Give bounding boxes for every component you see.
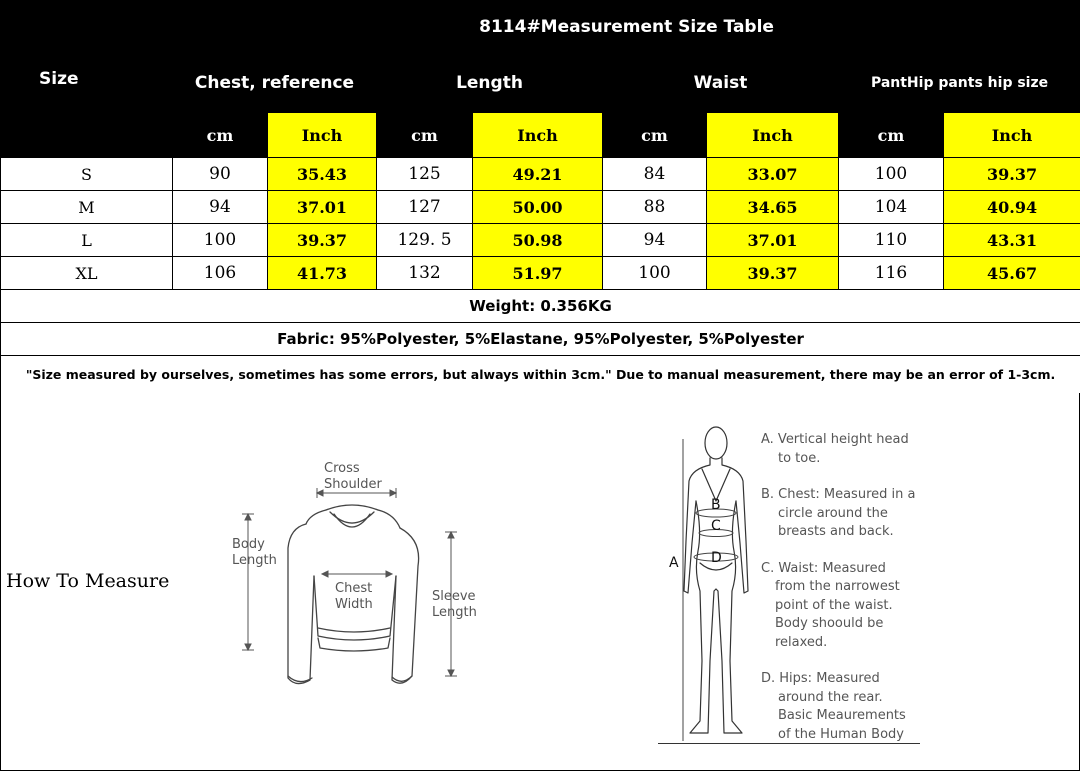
chest-inch-cell: 37.01 [268,191,377,224]
hip-cm-header: cm [839,113,944,158]
size-cell: L [1,224,173,257]
letter-d: D [711,550,722,566]
letter-a: A [669,555,679,571]
legend-item-a [761,431,1076,468]
size-header: Size [1,1,173,158]
waist-inch-cell: 34.65 [707,191,839,224]
body-length-arrow [242,514,254,650]
legend-c-line: Body shoould be [775,616,884,631]
length-cm-cell: 127 [377,191,473,224]
length-inch-header: Inch [473,113,603,158]
chest-cm-cell: 90 [173,158,268,191]
hip-cm-cell: 110 [839,224,944,257]
legend-a-line: A. Vertical height head [761,432,909,447]
weight-text: Weight: 0.356KG [1,290,1080,323]
length-inch-cell: 50.00 [473,191,603,224]
length-header: Length [377,53,603,113]
waist-inch-cell: 37.01 [707,224,839,257]
letter-b: B [711,497,721,513]
fabric-text: Fabric: 95%Polyester, 5%Elastane, 95%Polyester, 5%Polyester [1,323,1080,356]
legend-b-line: circle around the [778,505,888,521]
legend-b-line: B. Chest: Measured in a [761,487,916,502]
legend-d-line: D. Hips: Measured [761,671,880,686]
table-title: 8114#Measurement Size Table [173,1,1080,53]
note-row [1,356,1080,394]
legend-item-d [761,670,1076,744]
measurement-lines [683,439,738,741]
chest-width-arrow [322,571,392,577]
hip-inch-header: Inch [944,113,1080,158]
how-to-measure-heading: How To Measure [6,570,170,592]
chest-cm-header: cm [173,113,268,158]
measurement-note: "Size measured by ourselves, sometimes has some errors, but always within 3cm." Due to manual measurement, there may be an error of 1-3cm. [1,356,1080,394]
waist-header: Waist [603,53,839,113]
legend-a-line: to toe. [778,450,821,466]
hip-cm-cell: 100 [839,158,944,191]
table-row [1,191,1080,224]
legend-item-c [761,560,1076,653]
letter-c: C [711,518,721,534]
chest-inch-cell: 39.37 [268,224,377,257]
hip-cm-cell: 116 [839,257,944,290]
chest-cm-cell: 106 [173,257,268,290]
waist-inch-cell: 39.37 [707,257,839,290]
legend-c-line: from the narrowest [775,579,900,594]
chest-inch-header: Inch [268,113,377,158]
waist-cm-cell: 100 [603,257,707,290]
hip-inch-cell: 45.67 [944,257,1080,290]
legend-item-b [761,486,1076,542]
measurement-legend [761,431,1076,744]
chest-inch-cell: 35.43 [268,158,377,191]
sleeve-length-label-1: Sleeve [432,589,476,604]
hip-inch-cell: 40.94 [944,191,1080,224]
size-cell: XL [1,257,173,290]
waist-cm-cell: 88 [603,191,707,224]
hip-cm-cell: 104 [839,191,944,224]
how-to-measure-section [0,393,1080,771]
length-cm-cell: 129. 5 [377,224,473,257]
legend-b-line: breasts and back. [778,524,894,539]
sweater-measurement-diagram [226,448,496,698]
table-row [1,224,1080,257]
chest-cm-cell: 100 [173,224,268,257]
body-length-label-1: Body [232,537,265,552]
waist-inch-cell: 33.07 [707,158,839,191]
waist-inch-header: Inch [707,113,839,158]
legend-d-line: of the Human Body [778,726,904,742]
table-row [1,257,1080,290]
legend-d-line: around the rear. [778,689,883,705]
length-cm-cell: 125 [377,158,473,191]
fabric-row [1,323,1080,356]
legend-c-line: relaxed. [775,634,828,650]
legend-c-line: point of the waist. [775,597,893,613]
title-row [1,1,1080,53]
cross-shoulder-label-2: Shoulder [324,477,382,492]
table-row [1,158,1080,191]
chest-width-label-1: Chest [335,581,373,596]
waist-cm-cell: 84 [603,158,707,191]
size-cell: M [1,191,173,224]
length-cm-cell: 132 [377,257,473,290]
size-cell: S [1,158,173,191]
cross-shoulder-label-1: Cross [324,461,360,476]
hip-inch-cell: 39.37 [944,158,1080,191]
sleeve-length-label-2: Length [432,605,477,620]
waist-cm-header: cm [603,113,707,158]
length-cm-header: cm [377,113,473,158]
hip-header: PantHip pants hip size [839,53,1080,113]
chest-inch-cell: 41.73 [268,257,377,290]
hip-inch-cell: 43.31 [944,224,1080,257]
sleeve-length-arrow [445,532,457,676]
length-inch-cell: 49.21 [473,158,603,191]
chest-cm-cell: 94 [173,191,268,224]
human-body-diagram [656,421,766,746]
waist-cm-cell: 94 [603,224,707,257]
legend-d-line: Basic Meaurements [778,708,906,723]
chest-header: Chest, reference [173,53,377,113]
weight-row [1,290,1080,323]
legend-c-line: C. Waist: Measured [761,560,886,576]
chest-width-label-2: Width [335,597,373,612]
length-inch-cell: 50.98 [473,224,603,257]
body-outline [684,427,748,733]
length-inch-cell: 51.97 [473,257,603,290]
body-length-label-2: Length [232,553,277,568]
